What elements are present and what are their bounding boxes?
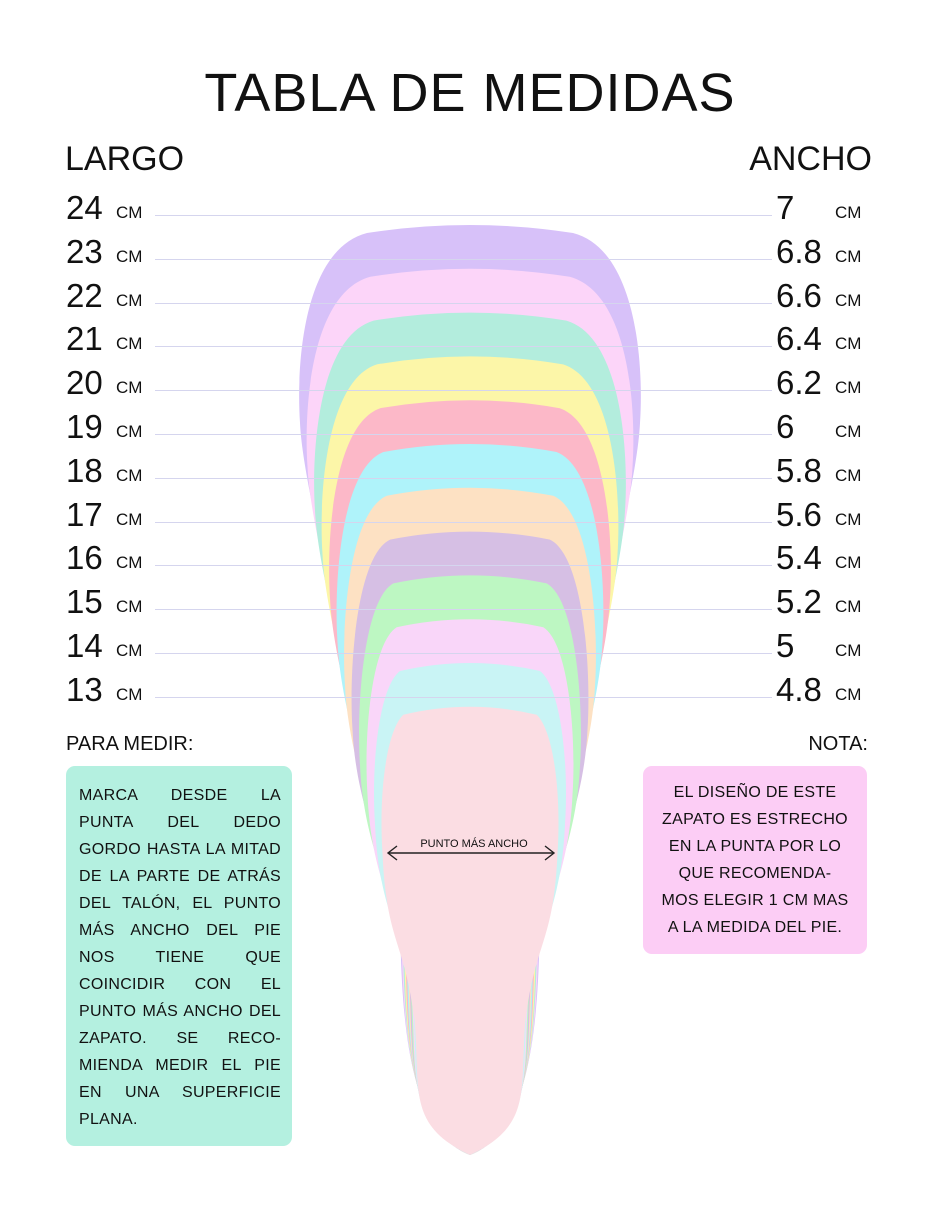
- length-value: 21: [66, 320, 103, 358]
- width-column-header: ANCHO: [749, 140, 872, 178]
- width-value: 5.8: [776, 451, 822, 489]
- width-value: 5.6: [776, 495, 822, 533]
- size-row: [0, 408, 940, 452]
- note-text: [653, 779, 857, 941]
- width-unit: CM: [835, 422, 862, 441]
- measure-instructions-text: MARCA DESDE LA PUNTA DEL DEDO GORDO HASTA LA MITAD DE LA PARTE DE ATRÁS DEL TALÓN, EL PUNTO MÁS ANCHO DEL PIE NOS TIENE QUE COINCIDIR CON EL PUNTO MÁS ANCHO DEL ZAPATO. SE RECO- MIENDA MEDIR EL PIE EN UNA SUPERFICIE PLANA.: [79, 787, 281, 1128]
- length-column-header: LARGO: [65, 140, 185, 178]
- width-value: 6.6: [776, 276, 822, 314]
- width-value: 5.2: [776, 583, 822, 621]
- length-unit: CM: [116, 509, 143, 529]
- note-line: QUE RECOMENDA-: [678, 865, 832, 882]
- length-value: 19: [66, 408, 103, 445]
- note-line: ZAPATO ES ESTRECHO: [662, 811, 848, 828]
- length-unit: CM: [116, 553, 143, 573]
- width-unit: CM: [835, 378, 862, 398]
- width-unit: CM: [835, 246, 862, 266]
- width-unit: CM: [835, 465, 862, 485]
- insole-outline: [381, 707, 558, 1155]
- guide-line: [155, 303, 772, 304]
- measure-instructions-box: [66, 766, 292, 1146]
- length-unit: CM: [116, 203, 143, 222]
- width-value: 6.4: [776, 320, 822, 358]
- width-value: 6: [776, 408, 795, 445]
- length-value: 24: [66, 189, 103, 226]
- size-row: [0, 276, 940, 321]
- size-row: [0, 627, 940, 671]
- size-row: [0, 583, 940, 627]
- length-unit: CM: [116, 334, 143, 354]
- note-line: EN LA PUNTA POR LO: [668, 838, 842, 855]
- guide-line: [155, 478, 772, 479]
- length-value: 20: [66, 364, 103, 402]
- width-value: 7: [776, 189, 795, 226]
- guide-line: [155, 565, 772, 566]
- length-unit: CM: [116, 378, 143, 398]
- guide-line: [155, 346, 772, 347]
- length-unit: CM: [116, 641, 143, 660]
- width-unit: CM: [835, 641, 862, 660]
- measure-heading: PARA MEDIR:: [66, 733, 194, 755]
- guide-line: [155, 653, 772, 654]
- note-line: MOS ELEGIR 1 CM MAS: [661, 892, 849, 909]
- guide-line: [155, 697, 772, 698]
- width-value: 5.4: [776, 539, 822, 577]
- length-unit: CM: [116, 246, 143, 266]
- width-unit: CM: [835, 334, 862, 354]
- width-value: 6.8: [776, 232, 822, 270]
- size-row: [0, 495, 940, 540]
- length-value: 23: [66, 232, 103, 270]
- width-value: 5: [776, 627, 795, 664]
- note-heading: NOTA:: [808, 733, 868, 755]
- width-unit: CM: [835, 203, 862, 222]
- note-box: [643, 766, 867, 954]
- length-value: 17: [66, 495, 103, 533]
- length-value: 16: [66, 539, 103, 577]
- size-row: [0, 232, 940, 277]
- size-row: [0, 189, 940, 233]
- length-value: 13: [66, 670, 103, 708]
- length-value: 22: [66, 276, 103, 314]
- width-unit: CM: [835, 684, 862, 704]
- length-unit: CM: [116, 465, 143, 485]
- widest-point-label: PUNTO MÁS ANCHO: [420, 838, 528, 850]
- size-row: [0, 539, 940, 583]
- width-value: 4.8: [776, 670, 822, 708]
- length-unit: CM: [116, 422, 143, 441]
- length-unit: CM: [116, 684, 143, 704]
- length-unit: CM: [116, 597, 143, 617]
- note-line: EL DISEÑO DE ESTE: [673, 784, 837, 801]
- guide-line: [155, 434, 772, 435]
- width-value: 6.2: [776, 364, 822, 402]
- size-row: [0, 670, 940, 715]
- guide-line: [155, 215, 772, 216]
- width-unit: CM: [835, 509, 862, 529]
- length-value: 18: [66, 451, 103, 489]
- size-row: [0, 364, 940, 408]
- width-unit: CM: [835, 597, 862, 617]
- size-row: [0, 451, 940, 496]
- size-row: [0, 320, 940, 364]
- length-value: 14: [66, 627, 103, 664]
- note-line: A LA MEDIDA DEL PIE.: [667, 919, 843, 936]
- width-unit: CM: [835, 553, 862, 573]
- length-unit: CM: [116, 290, 143, 310]
- page-title: TABLA DE MEDIDAS: [204, 63, 736, 123]
- guide-line: [155, 522, 772, 523]
- guide-line: [155, 609, 772, 610]
- guide-line: [155, 259, 772, 260]
- width-unit: CM: [835, 290, 862, 310]
- guide-line: [155, 390, 772, 391]
- length-value: 15: [66, 583, 103, 621]
